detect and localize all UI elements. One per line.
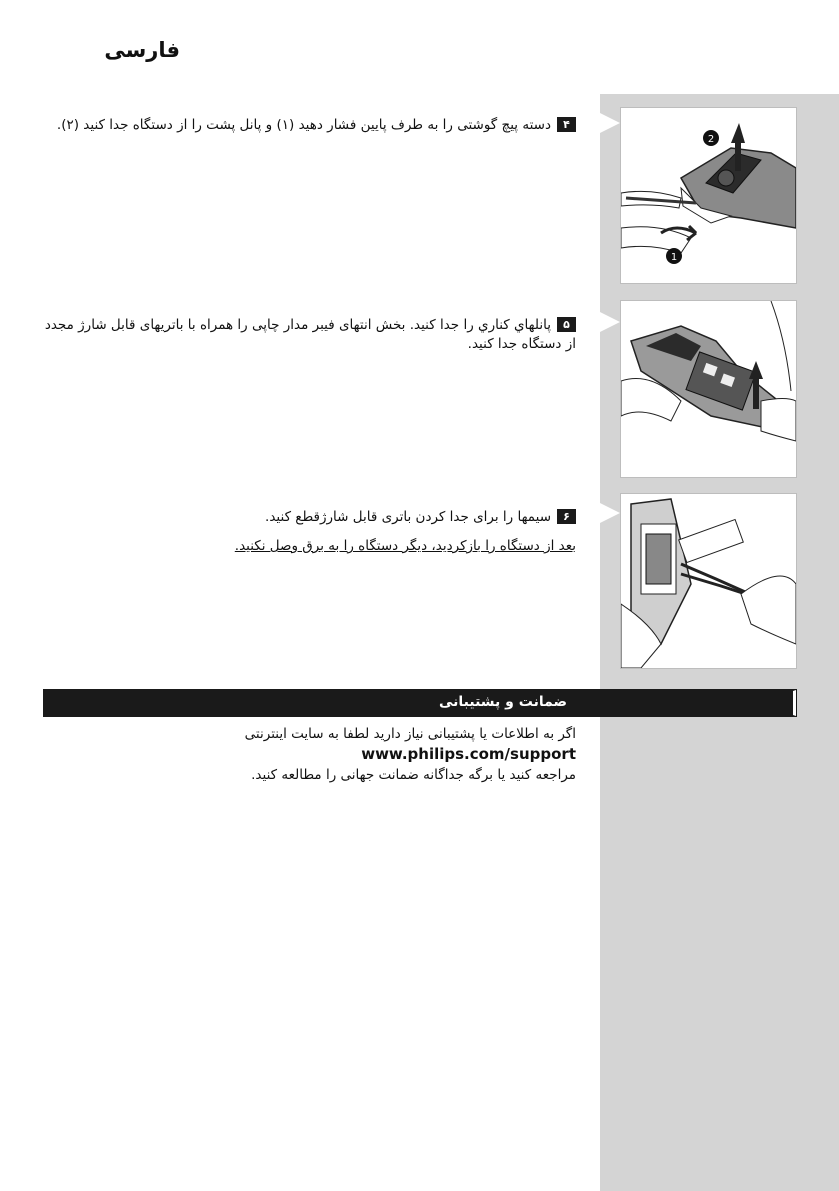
callout-1-label: 1 xyxy=(670,252,678,263)
step-number: ۵ xyxy=(557,317,576,332)
figure-cut-wires xyxy=(620,493,797,669)
callout-2-label: 2 xyxy=(707,134,715,145)
step-4 xyxy=(40,116,576,135)
section-title: ضمانت و پشتیبانی xyxy=(438,694,567,710)
support-text-after: مراجعه کنید یا برگه جداگانه ضمانت جهانی را مطالعه کنید. xyxy=(251,767,576,783)
figure-pointer xyxy=(600,312,620,332)
figure-pointer xyxy=(600,113,620,133)
support-text-before: اگر به اطلاعات یا پشتیبانی نیاز دارید لطفا به سایت اینترنتی xyxy=(244,726,576,742)
step-text: دسته پیچ گوشتی را به طرف پایین فشار دهید (۱) و پانل پشت را از دستگاه جدا کنید (۲). xyxy=(56,117,551,133)
support-url-link[interactable]: www.philips.com/support xyxy=(361,745,576,763)
warning-text: بعد از دستگاه را بازكرديد، دیگر دستگاه را به برق وصل نکنید. xyxy=(234,538,576,554)
figure-remove-back-panel xyxy=(620,107,797,284)
circuit-board-illustration xyxy=(621,301,796,477)
section-header-bar xyxy=(44,690,796,716)
support-paragraph xyxy=(40,724,576,785)
shaver-back-panel-illustration xyxy=(621,108,796,283)
step-number: ۶ xyxy=(557,509,576,524)
step-text: پانلهاي كناري را جدا كنيد. بخش انتهای فیبر مدار چاپی را همراه با باتریهای قابل شارژ مجدد از دستگاه جدا کنید. xyxy=(44,317,576,352)
figure-remove-circuit-board xyxy=(620,300,797,478)
step-text: سیمها را برای جدا کردن باتری قابل شارژقطع کنید. xyxy=(265,509,551,525)
step-number: ۴ xyxy=(557,117,576,132)
figure-pointer xyxy=(600,503,620,523)
cut-wires-illustration xyxy=(621,494,796,668)
page-title: فارسی xyxy=(104,38,180,62)
step-5 xyxy=(40,316,576,354)
step-6 xyxy=(40,508,576,556)
